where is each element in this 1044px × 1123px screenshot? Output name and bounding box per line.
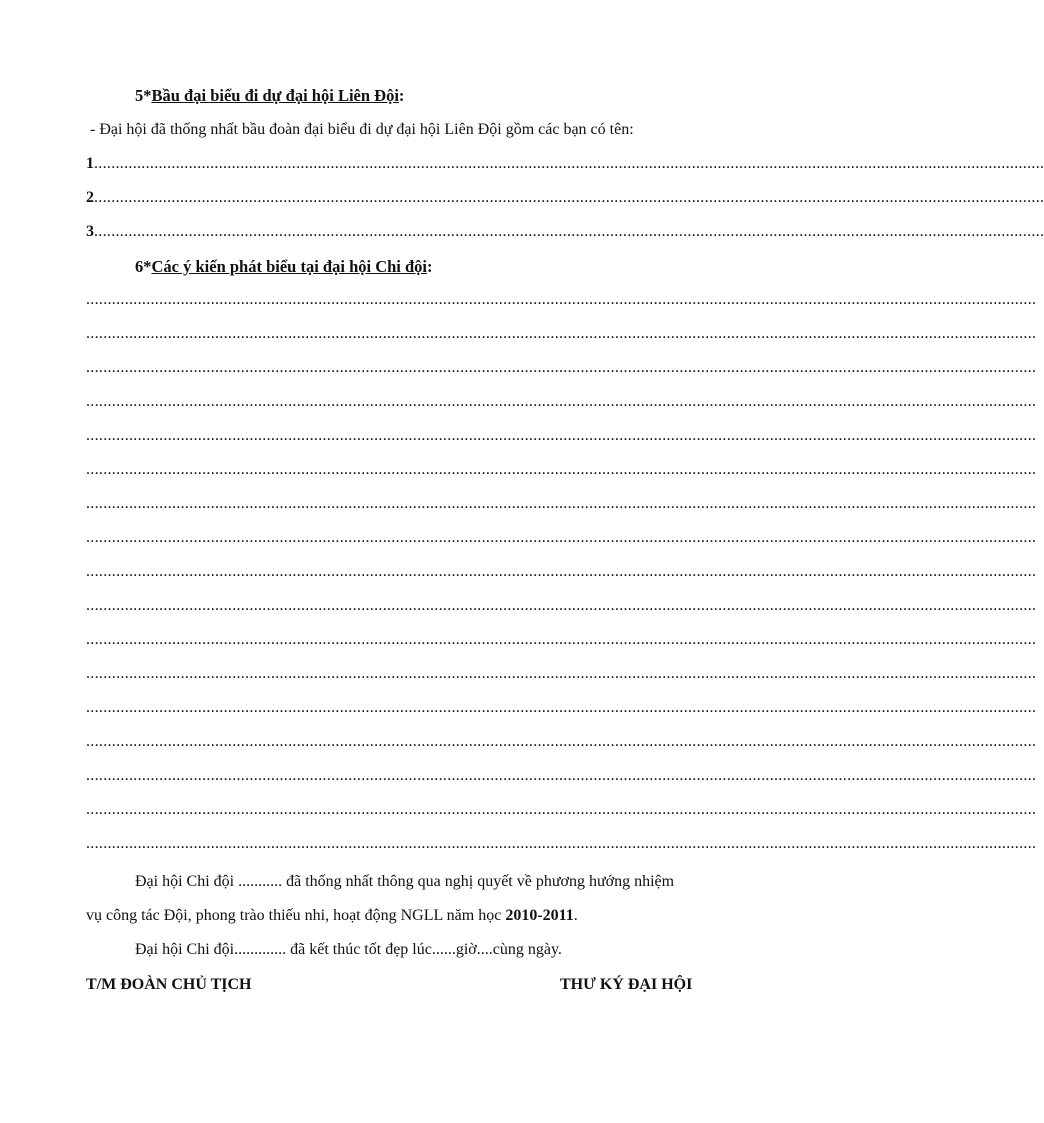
section5-title: Bầu đại biểu đi dự đại hội Liên Đội (151, 86, 399, 105)
comment-line: ............................................................................................................................................................................................................................. (86, 495, 1037, 512)
comment-line: ............................................................................................................................................................................................................................. (86, 325, 1037, 342)
comment-line: ............................................................................................................................................................................................................................. (86, 835, 1037, 852)
section5-number: 5* (135, 86, 152, 105)
comment-line: ............................................................................................................................................................................................................................. (86, 699, 1037, 716)
section5-colon: : (398, 86, 405, 105)
comment-line: ............................................................................................................................................................................................................................. (86, 529, 1037, 546)
dotted-fill: ............................................................................................................................................................................................................................. (94, 223, 1044, 240)
signature-secretary: THƯ KÝ ĐẠI HỘI (560, 976, 693, 993)
comment-line: ............................................................................................................................................................................................................................. (86, 631, 1037, 648)
comment-line: ............................................................................................................................................................................................................................. (86, 291, 1037, 308)
section6-heading (135, 257, 433, 277)
delegate-line-3 (86, 222, 1044, 242)
resolution-period: . (573, 907, 578, 924)
resolution-line-2 (86, 906, 578, 926)
resolution-text: vụ công tác Đội, phong trào thiếu nhi, hoạt động NGLL năm học (86, 907, 506, 924)
comment-line: ............................................................................................................................................................................................................................. (86, 461, 1037, 478)
closing-statement: Đại hội Chi đội............. đã kết thúc tốt đẹp lúc......giờ....cùng ngày. (135, 941, 562, 958)
delegate-line-1 (86, 154, 1044, 174)
resolution-line-1: Đại hội Chi đội ........... đã thống nhất thông qua nghị quyết về phương hướng nhiệm (135, 873, 675, 890)
delegate-number: 3 (86, 223, 94, 240)
comment-line: ............................................................................................................................................................................................................................. (86, 597, 1037, 614)
comment-line: ............................................................................................................................................................................................................................. (86, 665, 1037, 682)
comment-line: ............................................................................................................................................................................................................................. (86, 359, 1037, 376)
delegate-number: 2 (86, 189, 94, 206)
section6-title: Các ý kiến phát biểu tại đại hội Chi đội (151, 257, 428, 276)
section6-number: 6* (135, 257, 152, 276)
section6-colon: : (427, 257, 433, 276)
section5-heading (135, 86, 404, 106)
delegate-number: 1 (86, 155, 94, 172)
section5-intro: - Đại hội đã thống nhất bầu đoàn đại biểu đi dự đại hội Liên Đội gồm các bạn có tên: (90, 121, 634, 138)
delegate-line-2 (86, 188, 1044, 208)
signature-presidium: T/M ĐOÀN CHỦ TỊCH (86, 976, 252, 993)
dotted-fill: ............................................................................................................................................................................................................................. (94, 189, 1044, 206)
dotted-fill: ............................................................................................................................................................................................................................. (94, 155, 1044, 172)
comment-line: ............................................................................................................................................................................................................................. (86, 733, 1037, 750)
comment-line: ............................................................................................................................................................................................................................. (86, 801, 1037, 818)
comment-line: ............................................................................................................................................................................................................................. (86, 563, 1037, 580)
comment-line: ............................................................................................................................................................................................................................. (86, 767, 1037, 784)
comment-line: ............................................................................................................................................................................................................................. (86, 427, 1037, 444)
comment-line: ............................................................................................................................................................................................................................. (86, 393, 1037, 410)
school-year: 2010-2011 (505, 907, 574, 924)
